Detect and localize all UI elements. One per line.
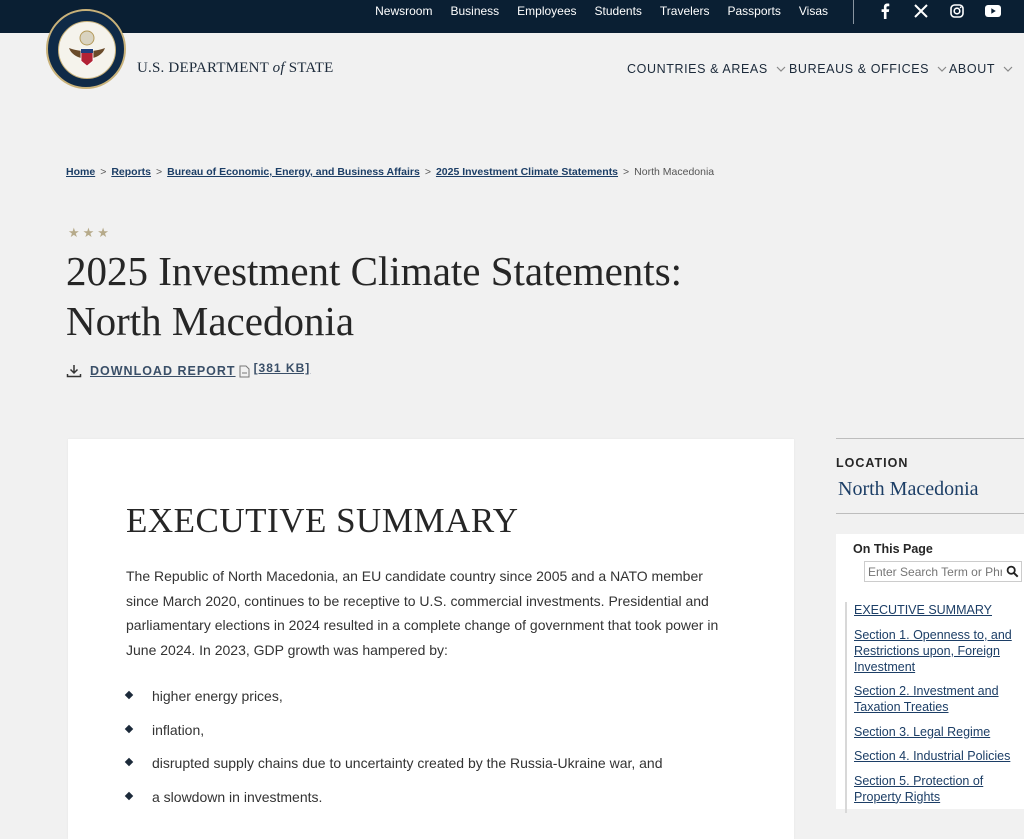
toc-link-section-2[interactable]: Section 2. Investment and Taxation Treaties [854,684,999,714]
x-icon[interactable] [912,2,930,20]
department-seal-logo[interactable] [46,9,126,89]
utility-link-students[interactable]: Students [594,4,642,18]
download-report-link[interactable] [66,361,311,378]
nav-label: COUNTRIES & AREAS [627,62,768,76]
breadcrumb-reports[interactable]: Reports [111,166,152,178]
facebook-icon[interactable] [876,2,894,20]
decorative-stars: ★★★ [68,225,112,240]
breadcrumb-ics[interactable]: 2025 Investment Climate Statements [435,166,619,178]
nav-label: BUREAUS & OFFICES [789,62,930,76]
toc-link-section-4[interactable]: Section 4. Industrial Policies [854,749,1011,763]
nav-label: ABOUT [949,62,996,76]
toc-link-section-5[interactable]: Section 5. Protection of Property Rights [854,773,984,804]
utility-link-employees[interactable]: Employees [517,4,577,18]
nav-bureaus-offices[interactable] [789,62,947,76]
utility-nav [357,0,828,22]
report-content [68,439,794,839]
summary-bullets [126,684,663,818]
brand-text: U.S. DEPARTMENT [137,60,273,76]
page-title: 2025 Investment Climate Statements: North Macedonia [66,248,683,344]
breadcrumb-bureau[interactable]: Bureau of Economic, Energy, and Business Affairs [167,166,420,178]
download-size: [381 KB] [253,361,311,375]
breadcrumb: Home > Reports > Bureau of Economic, Energy, and Business Affairs > 2025 Investment Climate Statements > North Macedonia [66,166,715,178]
toc-link-section-3[interactable]: Section 3. Legal Regime [854,724,991,739]
sidebar-divider [836,438,1024,439]
pdf-file-icon [239,365,250,378]
toc-link-section-1[interactable]: Section 1. Openness to, and Restrictions upon, Foreign Investment [854,627,1012,674]
nav-countries-areas[interactable] [627,62,786,76]
utility-link-passports[interactable]: Passports [727,4,781,18]
brand-text-of: of [272,60,285,76]
site-brand-name[interactable] [137,60,334,77]
download-label: DOWNLOAD REPORT [90,364,236,378]
search-icon[interactable] [1006,565,1019,578]
section-heading: EXECUTIVE SUMMARY [126,501,519,540]
utility-link-visas[interactable]: Visas [798,4,828,18]
toc-link-executive-summary[interactable]: EXECUTIVE SUMMARY [854,603,992,617]
chevron-down-icon [1003,64,1013,74]
eagle-emblem-icon [58,21,116,79]
on-this-page-title: On This Page [853,542,933,556]
utility-bar [0,0,1024,33]
page-search-input[interactable] [868,564,1002,579]
location-value: North Macedonia [838,478,979,500]
on-this-page-panel [836,534,1024,809]
summary-paragraph: The Republic of North Macedonia, an EU candidate country since 2005 and a NATO member since March 2020, continues to be receptive to U.S. commercial investments. Presidential and parliamentary elections in 2024 resulted in a complete change of government that took power in June 2024. In 2023, GDP growth was hampered by: [126,568,719,658]
list-item: inflation, [126,718,663,752]
instagram-icon[interactable] [948,2,966,20]
chevron-down-icon [937,64,947,74]
utility-link-travelers[interactable]: Travelers [659,4,710,18]
social-links [876,2,1020,20]
utility-divider [853,0,854,24]
list-item: higher energy prices, [126,684,663,718]
location-label: LOCATION [836,456,909,470]
list-item: disrupted supply chains due to uncertainty created by the Russia-Ukraine war, and [126,751,663,785]
toc-list [845,602,1016,813]
utility-link-newsroom[interactable]: Newsroom [375,4,433,18]
breadcrumb-current: North Macedonia [634,166,715,178]
chevron-down-icon [776,64,786,74]
download-icon [66,364,82,378]
sidebar-divider [836,513,1024,514]
nav-about[interactable] [949,62,1013,76]
breadcrumb-home[interactable]: Home [66,166,96,178]
youtube-icon[interactable] [984,2,1002,20]
page-search-box [864,561,1022,582]
list-item: a slowdown in investments. [126,785,663,819]
brand-text-end: STATE [284,60,334,76]
utility-link-business[interactable]: Business [450,4,500,18]
